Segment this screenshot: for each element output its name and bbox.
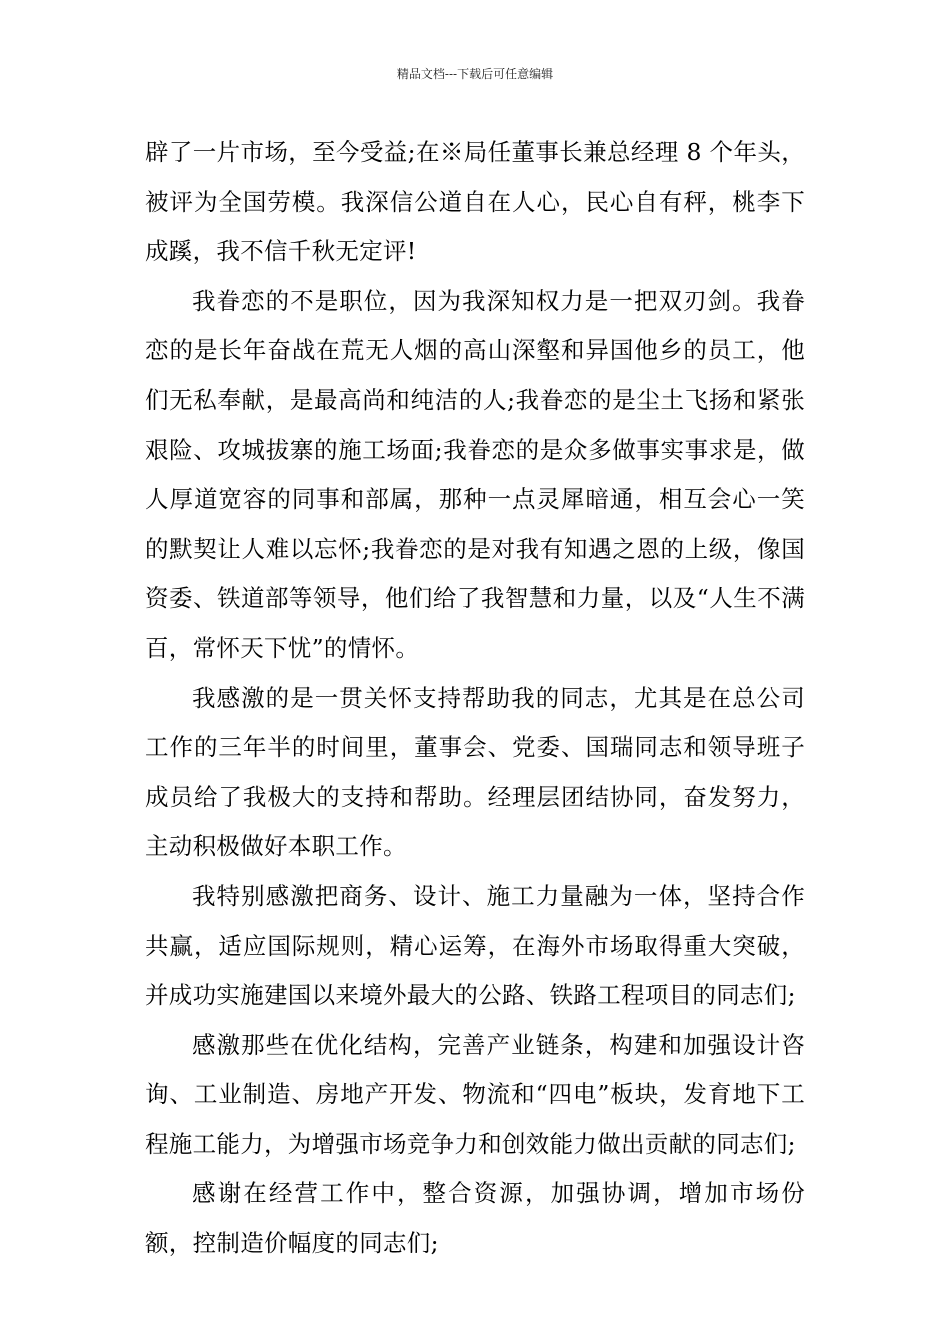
paragraph-6: 感谢在经营工作中，整合资源，加强协调，增加市场份额，控制造价幅度的同志们;	[145, 1179, 805, 1258]
paragraph-1: 辟了一片市场，至今受益;在※局任董事长兼总经理 8 个年头，被评为全国劳模。我深信公道自在人心，民心自有秤，桃李下成蹊，我不信千秋无定评!	[145, 138, 805, 266]
paragraph-3: 我感激的是一贯关怀支持帮助我的同志，尤其是在总公司工作的三年半的时间里，董事会、党委、国瑞同志和领导班子成员给了我极大的支持和帮助。经理层团结协同，奋发努力，主动积极做好本职工作。	[145, 683, 805, 861]
paragraph-2: 我眷恋的不是职位，因为我深知权力是一把双刃剑。我眷恋的是长年奋战在荒无人烟的高山深壑和异国他乡的员工，他们无私奉献，是最高尚和纯洁的人;我眷恋的是尘土飞扬和紧张艰险、攻城拔寨的施工场面;我眷恋的是众多做事实事求是，做人厚道宽容的同事和部属，那种一点灵犀暗通，相互会心一笑的默契让人难以忘怀;我眷恋的是对我有知遇之恩的上级，像国资委、铁道部等领导，他们给了我智慧和力量，以及“人生不满百，常怀天下忧”的情怀。	[145, 286, 805, 662]
paragraph-4: 我特别感激把商务、设计、施工力量融为一体，坚持合作共赢，适应国际规则，精心运筹，在海外市场取得重大突破，并成功实施建国以来境外最大的公路、铁路工程项目的同志们;	[145, 881, 805, 1010]
page-header: 精品文档---下载后可任意编辑	[396, 67, 554, 81]
document-body	[145, 128, 805, 1269]
paragraph-5: 感激那些在优化结构，完善产业链条，构建和加强设计咨询、工业制造、房地产开发、物流和“四电”板块，发育地下工程施工能力，为增强市场竞争力和创效能力做出贡献的同志们;	[145, 1030, 805, 1158]
